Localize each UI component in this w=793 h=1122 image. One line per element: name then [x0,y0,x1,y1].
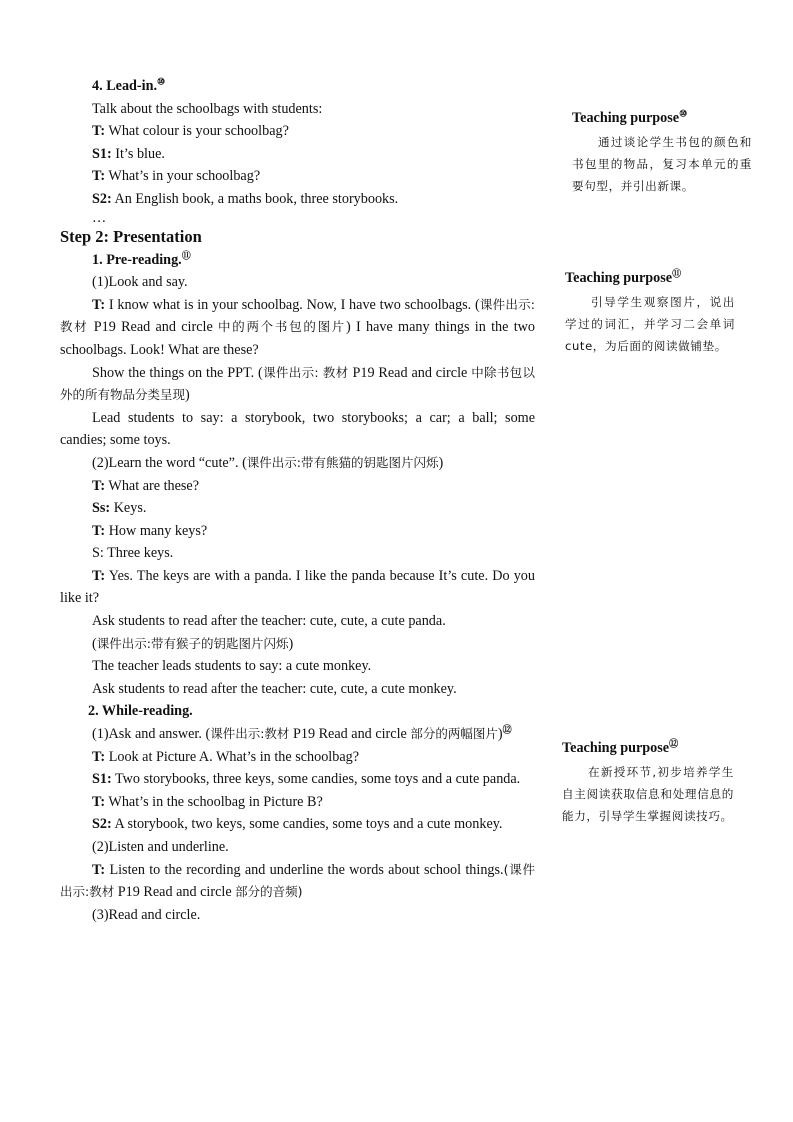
teaching-purpose-note: Teaching purpose⑪ 引导学生观察图片，说出学过的词汇，并学习二会单词 cute，为后面的阅读做铺垫。 [565,268,735,353]
leadin-heading: 4. Lead-in.⑩ [92,76,166,94]
dialog-line: T: Look at Picture A. What’s in the schoolbag? [92,748,360,765]
while-reading-heading: 2. While-reading. [88,703,193,720]
footnote-mark: ⑫ [502,724,512,735]
step2-heading: Step 2: Presentation [60,226,202,246]
dialog-line: S2: An English book, a maths book, three storybooks. [92,190,399,207]
dialog-line: T: How many keys? [92,522,208,539]
dialog-line: T: What are these? [92,477,200,494]
lead-say-paragraph: Lead students to say: a storybook, two storybooks; a car; a ball; some candies; some toys. [60,409,535,449]
show-paragraph: Show the things on the PPT. (课件出示: 教材 P19 Read and circle 中除书包以外的所有物品分类呈现) [60,364,535,404]
leadin-intro: Talk about the schoolbags with students: [92,100,323,117]
learn-word: (2)Learn the word “cute”. (课件出示:带有熊猫的钥匙图片闪烁) [92,454,444,471]
ask-and-answer: (1)Ask and answer. (课件出示:教材 P19 Read and circle 部分的两幅图片)⑫ [92,724,512,743]
dialog-line: Ss: Keys. [92,500,147,517]
dialog-line: T: What’s in the schoolbag in Picture B? [92,793,323,810]
listen-underline: (2)Listen and underline. [92,839,229,855]
monkey-courseware: (课件出示:带有猴子的钥匙图片闪烁) [92,635,294,652]
student-paragraph: S1: Two storybooks, three keys, some candies, some toys and a cute panda. [92,771,521,788]
read-and-circle: (3)Read and circle. [92,906,201,923]
dialog-line: T: What’s in your schoolbag? [92,168,261,185]
teaching-purpose-note: Teaching purpose⑫ 在新授环节,初步培养学生自主阅读获取信息和处理信息的能力，引导学生掌握阅读技巧。 [562,738,734,823]
lead-monkey: The teacher leads students to say: a cute monkey. [92,658,372,675]
teacher-paragraph: T: Yes. The keys are with a panda. I like the panda because It’s cute. Do you like it? [60,567,535,607]
footnote-mark: ⑪ [181,249,191,260]
footnote-mark: ⑩ [157,76,166,87]
dialog-line: T: What colour is your schoolbag? [92,123,289,140]
teacher-paragraph: T: Listen to the recording and underline the words about school things.(课件出示:教材 P19 Read and circle 部分的音频) [60,861,535,901]
footnote-mark: ⑫ [669,738,679,749]
dialog-line: S1: It’s blue. [92,145,165,162]
footnote-mark: ⑩ [679,108,688,119]
read-after-panda: Ask students to read after the teacher: cute, cute, a cute panda. [92,613,446,630]
student-paragraph: S2: A storybook, two keys, some candies, some toys and a cute monkey. [92,816,503,833]
read-after-monkey: Ask students to read after the teacher: cute, cute, a cute monkey. [92,680,457,697]
ellipsis: … [92,209,107,226]
look-and-say: (1)Look and say. [92,274,188,291]
pre-reading-heading: 1. Pre-reading.⑪ [92,249,191,268]
teaching-purpose-note: Teaching purpose⑩ 通过谈论学生书包的颜色和书包里的物品，复习本单元的重要句型，并引出新课。 [572,108,752,193]
footnote-mark: ⑪ [672,268,682,279]
dialog-line: S: Three keys. [92,545,174,562]
teacher-paragraph: T: I know what is in your schoolbag. Now, I have two schoolbags. (课件出示:教材 P19 Read and circle 中的两个书包的图片) I have many things in the two schoolbags. Look! What are these? [60,296,535,358]
lesson-plan-main [60,75,535,926]
